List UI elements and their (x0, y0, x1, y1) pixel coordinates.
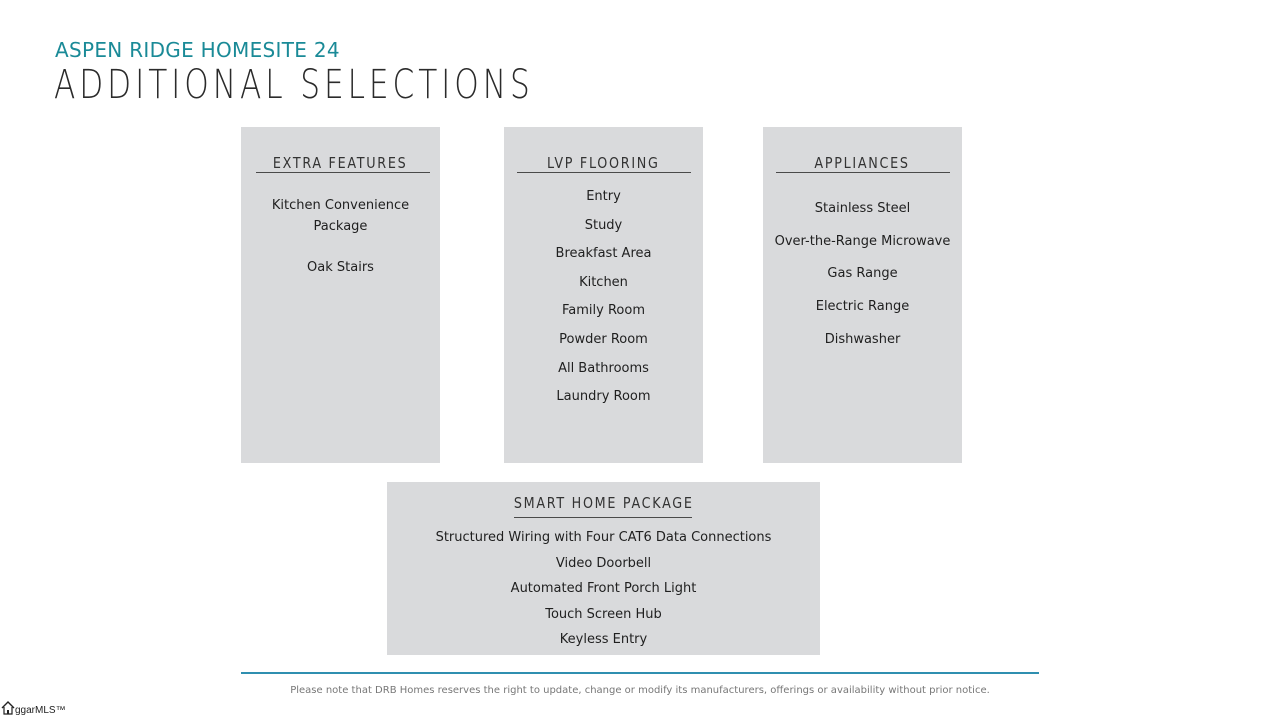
list-item: Stainless Steel (814, 201, 911, 216)
panel-divider (256, 172, 430, 173)
panel-divider (514, 517, 692, 518)
list-item: Structured Wiring with Four CAT6 Data Connections (435, 530, 772, 545)
list-item: Keyless Entry (559, 632, 648, 647)
mls-badge (1, 700, 66, 716)
lvp-flooring-panel (504, 127, 703, 463)
panel-divider (776, 172, 950, 173)
extra-features-panel (241, 127, 440, 463)
panel-title: LVP FLOORING (547, 154, 660, 172)
list-item: Dishwasher (824, 331, 901, 347)
list-item: Entry (586, 189, 621, 204)
list-item: Oak Stairs (307, 260, 374, 275)
list-item: Video Doorbell (555, 555, 652, 571)
list-item: Study (584, 217, 623, 233)
subtitle: ASPEN RIDGE HOMESITE 24 (55, 38, 340, 62)
list-item: Over-the-Range Microwave (774, 233, 951, 249)
appliances-panel (763, 127, 962, 463)
panel-title: EXTRA FEATURES (273, 154, 408, 172)
list-item: Gas Range (827, 266, 898, 282)
page-title: ADDITIONAL SELECTIONS (54, 62, 534, 108)
smart-home-panel (387, 482, 820, 655)
mls-badge-text: ggarMLS™ (15, 705, 66, 716)
list-item: Family Room (562, 303, 645, 319)
list-item: Electric Range (815, 299, 910, 315)
list-item: Kitchen (579, 274, 628, 290)
house-icon (1, 700, 15, 716)
list-item: Automated Front Porch Light (510, 581, 697, 596)
panel-title: APPLIANCES (814, 154, 911, 172)
footer-disclaimer: Please note that DRB Homes reserves the right to update, change or modify its manufacturers, offerings or availability without prior notice. (290, 685, 990, 696)
list-item: Powder Room (559, 331, 648, 347)
panel-title: SMART HOME PACKAGE (513, 494, 694, 512)
list-item: Laundry Room (556, 389, 651, 405)
footer-divider (241, 672, 1039, 674)
list-item: Kitchen Convenience (271, 198, 410, 213)
list-item: Touch Screen Hub (545, 606, 662, 622)
list-item: Breakfast Area (555, 246, 652, 262)
list-item: Package (313, 219, 368, 234)
list-item: All Bathrooms (558, 360, 649, 376)
panel-divider (517, 172, 691, 173)
